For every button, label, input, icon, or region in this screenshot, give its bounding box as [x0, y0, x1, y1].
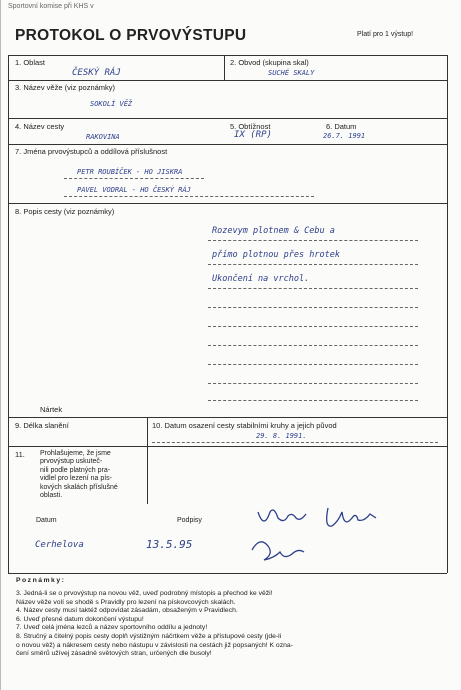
field-9-label: 9. Délka slanění	[15, 421, 69, 430]
note-item: Název věže volí se shodě s Pravidly pro lezení na pískovcových skalách.	[16, 598, 236, 606]
form-left-border	[8, 55, 9, 573]
signature-3	[252, 542, 304, 560]
field-3-label: 3. Název věže (viz poznámky)	[15, 83, 116, 92]
field-1-value: ČESKÝ RÁJ	[72, 68, 121, 78]
row4-bottom	[8, 144, 447, 145]
notes-list	[16, 590, 293, 659]
field-7-line-2: PAVEL VODRAL - HO ČESKÝ RÁJ	[77, 186, 191, 194]
scan-edge	[0, 0, 1, 690]
note-item: 6. Uveď přesné datum dokončení výstupu!	[16, 615, 144, 623]
field-8-rule-4	[208, 307, 418, 308]
field-6-label: 6. Datum	[326, 122, 357, 131]
field-8-rule-2	[208, 264, 418, 265]
row9-bottom	[8, 446, 447, 447]
validity-note: Platí pro 1 výstup!	[357, 31, 414, 38]
declaration-line: Prohlašujeme, že jsme	[40, 450, 111, 457]
form-top-border	[8, 55, 447, 56]
form-right-border	[447, 55, 448, 573]
date-label: Datum	[36, 517, 57, 524]
field-10-rule	[152, 442, 438, 443]
field-8-rule-1	[208, 240, 418, 241]
signature-2	[327, 508, 376, 526]
field-7-rule-1	[64, 178, 204, 179]
field-2-value: SUCHÉ SKALY	[268, 69, 315, 77]
note-item: 8. Stručný a čitelný popis cesty doplň výstižným náčrtkem věže a přístupové cesty (jde-li	[16, 632, 282, 640]
form-bottom-border	[8, 573, 447, 574]
field-2-label: 2. Obvod (skupina skal)	[230, 58, 309, 67]
field-3-value: SOKOLÍ VĚŽ	[90, 100, 133, 108]
field-5-value: IX (RP)	[234, 130, 272, 140]
row3-bottom	[8, 118, 447, 119]
row1-divider	[224, 55, 225, 80]
signatures	[250, 500, 390, 570]
field-8-rule-6	[208, 345, 418, 346]
declaration-line: nili podle platných pra-	[40, 466, 111, 474]
header-top-note: Sportovní komise při KHS v	[8, 3, 94, 10]
notes-heading: Poznámky:	[16, 577, 66, 584]
field-8-line-2: přímo plotnou přes hrotek	[212, 250, 340, 260]
field-7-line-1: PETR ROUBÍČEK - HO JISKRA	[77, 168, 183, 176]
declaration-line: vidlel pro lezení na pís-	[40, 475, 112, 483]
field-8-label: 8. Popis cesty (viz poznámky)	[15, 207, 115, 216]
note-item: 3. Jedná-li se o prvovýstup na novou věž, uveď podrobný místopis a přechod ke věži!	[16, 590, 273, 597]
declaration-line: oblasti.	[40, 492, 63, 500]
declaration-line: kových skalách příslušné	[40, 483, 118, 491]
field-8-rule-3	[208, 288, 418, 289]
declaration-text	[40, 450, 118, 500]
row7-bottom	[8, 203, 447, 204]
field-8-line-3: Ukončení na vrchol.	[212, 274, 310, 284]
signature-1	[258, 510, 306, 521]
note-item: čení směrů užívej zásadně světových stran, určených dle busoly!	[16, 650, 212, 658]
field-8-rule-9	[208, 400, 418, 401]
field-10-value: 29. 8. 1991.	[256, 432, 307, 440]
field-7-rule-2	[64, 196, 314, 197]
note-item: 7. Uveď celá jména lezců a název sportovního oddílu a jednoty!	[16, 624, 208, 632]
field-6-value: 26.7. 1991	[323, 132, 366, 140]
field-7-label: 7. Jména prvovýstupců a oddílová příslušnost	[15, 147, 168, 156]
row11-divider	[147, 446, 148, 504]
field-1-label: 1. Oblast	[15, 58, 46, 67]
field-8-rule-8	[208, 383, 418, 384]
field-5-label: 5. Obtížnost	[230, 122, 271, 131]
declaration-line: prvovýstup uskuteč-	[40, 458, 103, 466]
field-8-line-1: Rozevym plotnem & Cebu a	[212, 226, 335, 236]
note-item: 4. Název cesty musí taktéž odpovídat zásadám, obsaženým v Pravidlech.	[16, 607, 238, 615]
signatures-label: Podpisy	[177, 517, 202, 524]
field-4-value: RAKOVINA	[86, 133, 120, 141]
date-value-handwritten: 13.5.95	[146, 538, 193, 551]
row8-bottom	[8, 417, 447, 418]
sketch-label: Nártek	[40, 405, 63, 414]
date-place-handwritten: Cerhelova	[35, 540, 84, 550]
row9-divider	[147, 417, 148, 446]
field-4-label: 4. Název cesty	[15, 122, 65, 131]
field-8-rule-7	[208, 364, 418, 365]
field-8-rule-5	[208, 326, 418, 327]
note-item: o novou věž) a nákresem cesty nebo nástupu v závislosti na cestách již popsaných! K ozna-	[16, 641, 293, 649]
field-10-label: 10. Datum osazení cesty stabilními kruhy a jejich původ	[152, 421, 337, 430]
page-title: PROTOKOL O PRVOVÝSTUPU	[15, 27, 247, 44]
field-11-label: 11.	[15, 450, 25, 459]
row1-bottom	[8, 80, 447, 81]
